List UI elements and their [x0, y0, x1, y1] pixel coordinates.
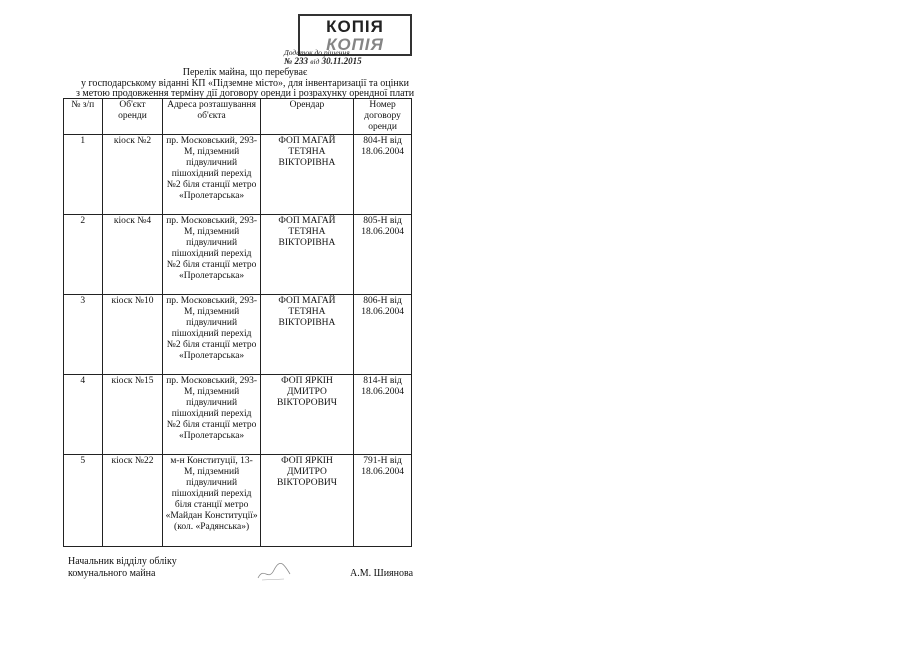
- property-table: [63, 98, 412, 547]
- document-title: Перелік майна, що перебуває: [182, 67, 308, 78]
- row-object: кіоск №10: [102, 295, 163, 375]
- row-object: кіоск №2: [102, 135, 163, 215]
- row-contract: 806-Н від 18.06.2004: [354, 295, 412, 375]
- row-address: пр. Московський, 293-М, підземний підвуличний пішохідний перехід №2 біля станції метро «Пролетарська»: [163, 375, 260, 455]
- annex-date: 30.11.2015: [321, 56, 362, 66]
- row-tenant: ФОП ЯРКІН ДМИТРО ВІКТОРОВИЧ: [260, 375, 353, 455]
- header-address: Адреса розташування об'єкта: [163, 99, 260, 135]
- row-object: кіоск №22: [102, 455, 163, 547]
- row-address: пр. Московський, 293-М, підземний підвуличний пішохідний перехід №2 біля станції метро «Пролетарська»: [163, 135, 260, 215]
- annex-date-prefix: від: [310, 57, 320, 66]
- signatory-position-line-1: Начальник відділу обліку: [68, 556, 177, 567]
- handwritten-signature: [254, 560, 294, 584]
- row-tenant: ФОП МАГАЙ ТЕТЯНА ВІКТОРІВНА: [260, 135, 353, 215]
- row-number: 4: [64, 375, 103, 455]
- row-tenant: ФОП МАГАЙ ТЕТЯНА ВІКТОРІВНА: [260, 295, 353, 375]
- signatory-name: А.М. Шиянова: [350, 568, 414, 579]
- table-header-row: [64, 99, 412, 135]
- stamp-line-2: КОПІЯ: [326, 35, 384, 54]
- row-number: 3: [64, 295, 103, 375]
- row-contract: 804-Н від 18.06.2004: [354, 135, 412, 215]
- row-object: кіоск №15: [102, 375, 163, 455]
- signatory-position: [68, 556, 177, 580]
- header-contract: Номер договору оренди: [354, 99, 412, 135]
- annex-note: [284, 48, 362, 66]
- header-tenant: Орендар: [260, 99, 353, 135]
- document-subtitle-2: з метою продовження терміну дії договору оренди і розрахунку орендної плати: [75, 88, 415, 99]
- row-contract: 791-Н від 18.06.2004: [354, 455, 412, 547]
- stamp-line-1: КОПІЯ: [326, 17, 384, 36]
- header-object: Об'єкт оренди: [102, 99, 163, 135]
- table-row: [64, 295, 412, 375]
- table-row: [64, 375, 412, 455]
- header-number: № з/п: [64, 99, 103, 135]
- row-object: кіоск №4: [102, 215, 163, 295]
- document-subtitle-1: у господарському віданні КП «Підземне місто», для інвентаризації та оцінки: [81, 78, 409, 89]
- table-row: [64, 455, 412, 547]
- annex-label: Додаток до рішення: [284, 48, 350, 57]
- row-number: 2: [64, 215, 103, 295]
- row-contract: 805-Н від 18.06.2004: [354, 215, 412, 295]
- row-tenant: ФОП ЯРКІН ДМИТРО ВІКТОРОВИЧ: [260, 455, 353, 547]
- row-number: 5: [64, 455, 103, 547]
- row-tenant: ФОП МАГАЙ ТЕТЯНА ВІКТОРІВНА: [260, 215, 353, 295]
- signatory-position-line-2: комунального майна: [68, 568, 156, 579]
- annex-number: 233: [294, 56, 308, 66]
- annex-number-prefix: №: [284, 56, 293, 66]
- row-number: 1: [64, 135, 103, 215]
- table-row: [64, 135, 412, 215]
- row-contract: 814-Н від 18.06.2004: [354, 375, 412, 455]
- row-address: м-н Конституції, 13-М, підземний підвуличний пішохідний перехід біля станції метро «Майдан Конституції» (кол. «Радянська»): [163, 455, 260, 547]
- table-row: [64, 215, 412, 295]
- row-address: пр. Московський, 293-М, підземний підвуличний пішохідний перехід №2 біля станції метро «Пролетарська»: [163, 215, 260, 295]
- row-address: пр. Московський, 293-М, підземний підвуличний пішохідний перехід №2 біля станції метро «Пролетарська»: [163, 295, 260, 375]
